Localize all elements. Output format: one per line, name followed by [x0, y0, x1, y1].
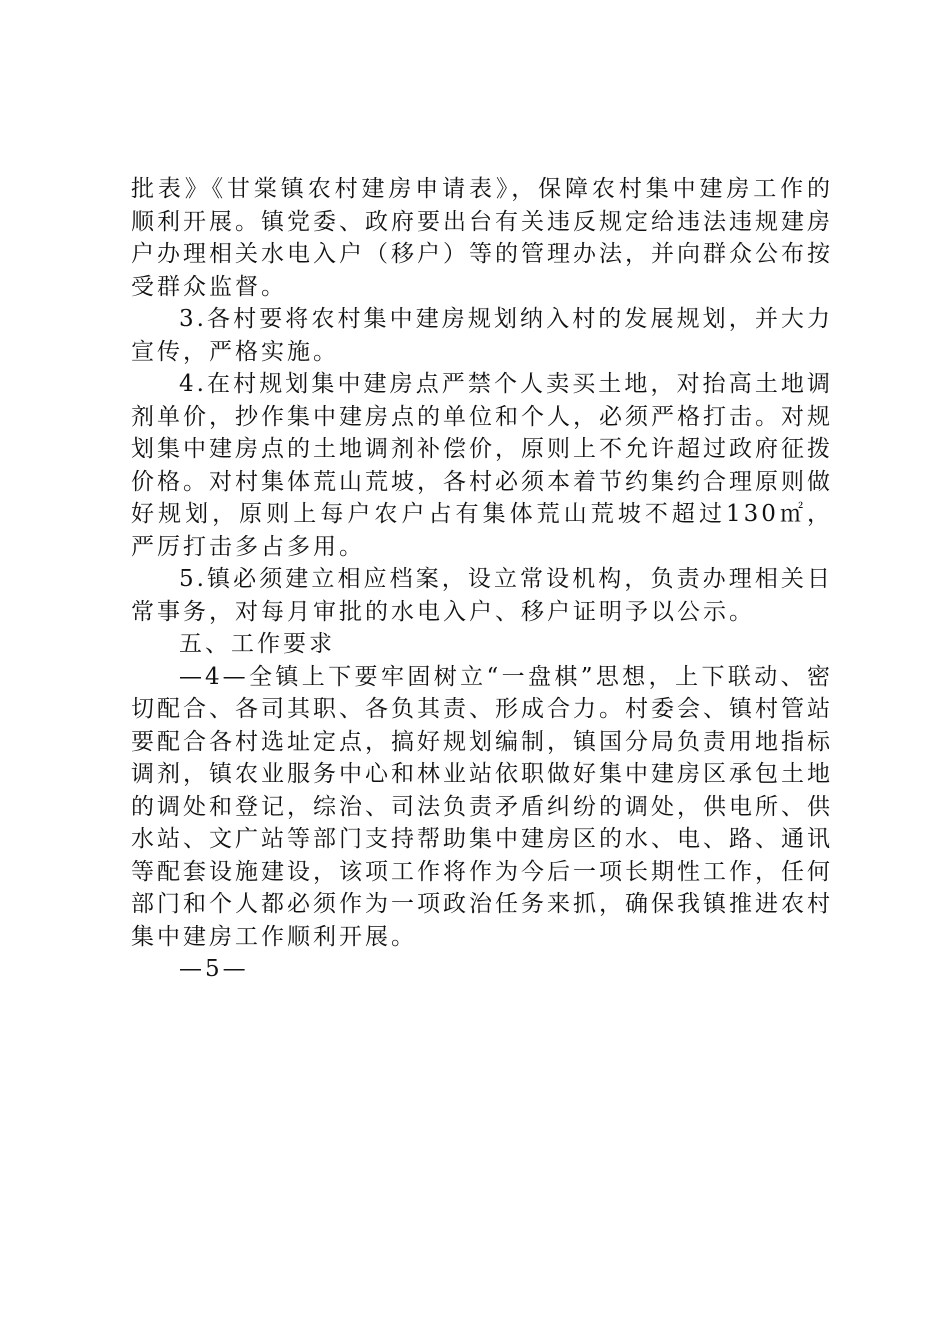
- paragraph-work-requirements: —4—全镇上下要牢固树立“一盘棋”思想，上下联动、密切配合、各司其职、各负其责、形成合力。村委会、镇村管站要配合各村选址定点，搞好规划编制，镇国分局负责用地指标调剂，镇农业服务中心和林业站依职做好集中建房区承包土地的调处和登记，综治、司法负责矛盾纠纷的调处，供电所、供水站、文广站等部门支持帮助集中建房区的水、电、路、通讯等配套设施建设，该项工作将作为今后一项长期性工作，任何部门和个人都必须作为一项政治任务来抓，确保我镇推进农村集中建房工作顺利开展。: [131, 663, 833, 950]
- paragraph-item-3: 3.各村要将农村集中建房规划纳入村的发展规划，并大力宣传，严格实施。: [131, 306, 833, 365]
- section-heading: 五、工作要求: [179, 631, 335, 657]
- paragraph-item-4: 4.在村规划集中建房点严禁个人卖买土地，对抬高土地调剂单价，抄作集中建房点的单位和个人，必须严格打击。对规划集中建房点的土地调剂补偿价，原则上不允许超过政府征拨价格。对村集体荒山荒坡，各村必须本着节约集约合理原则做好规划，原则上每户农户占有集体荒山荒坡不超过130㎡，严厉打击多占多用。: [131, 371, 833, 560]
- paragraph-item-5: 5.镇必须建立相应档案，设立常设机构，负责办理相关日常事务，对每月审批的水电入户、移户证明予以公示。: [131, 566, 833, 625]
- document-body: [131, 173, 833, 986]
- page-number: —5—: [179, 956, 249, 982]
- paragraph-continuation: 批表》《甘棠镇农村建房申请表》，保障农村集中建房工作的顺利开展。镇党委、政府要出台有关违反规定给违法违规建房户办理相关水电入户（移户）等的管理办法，并向群众公布按受群众监督。: [131, 176, 833, 300]
